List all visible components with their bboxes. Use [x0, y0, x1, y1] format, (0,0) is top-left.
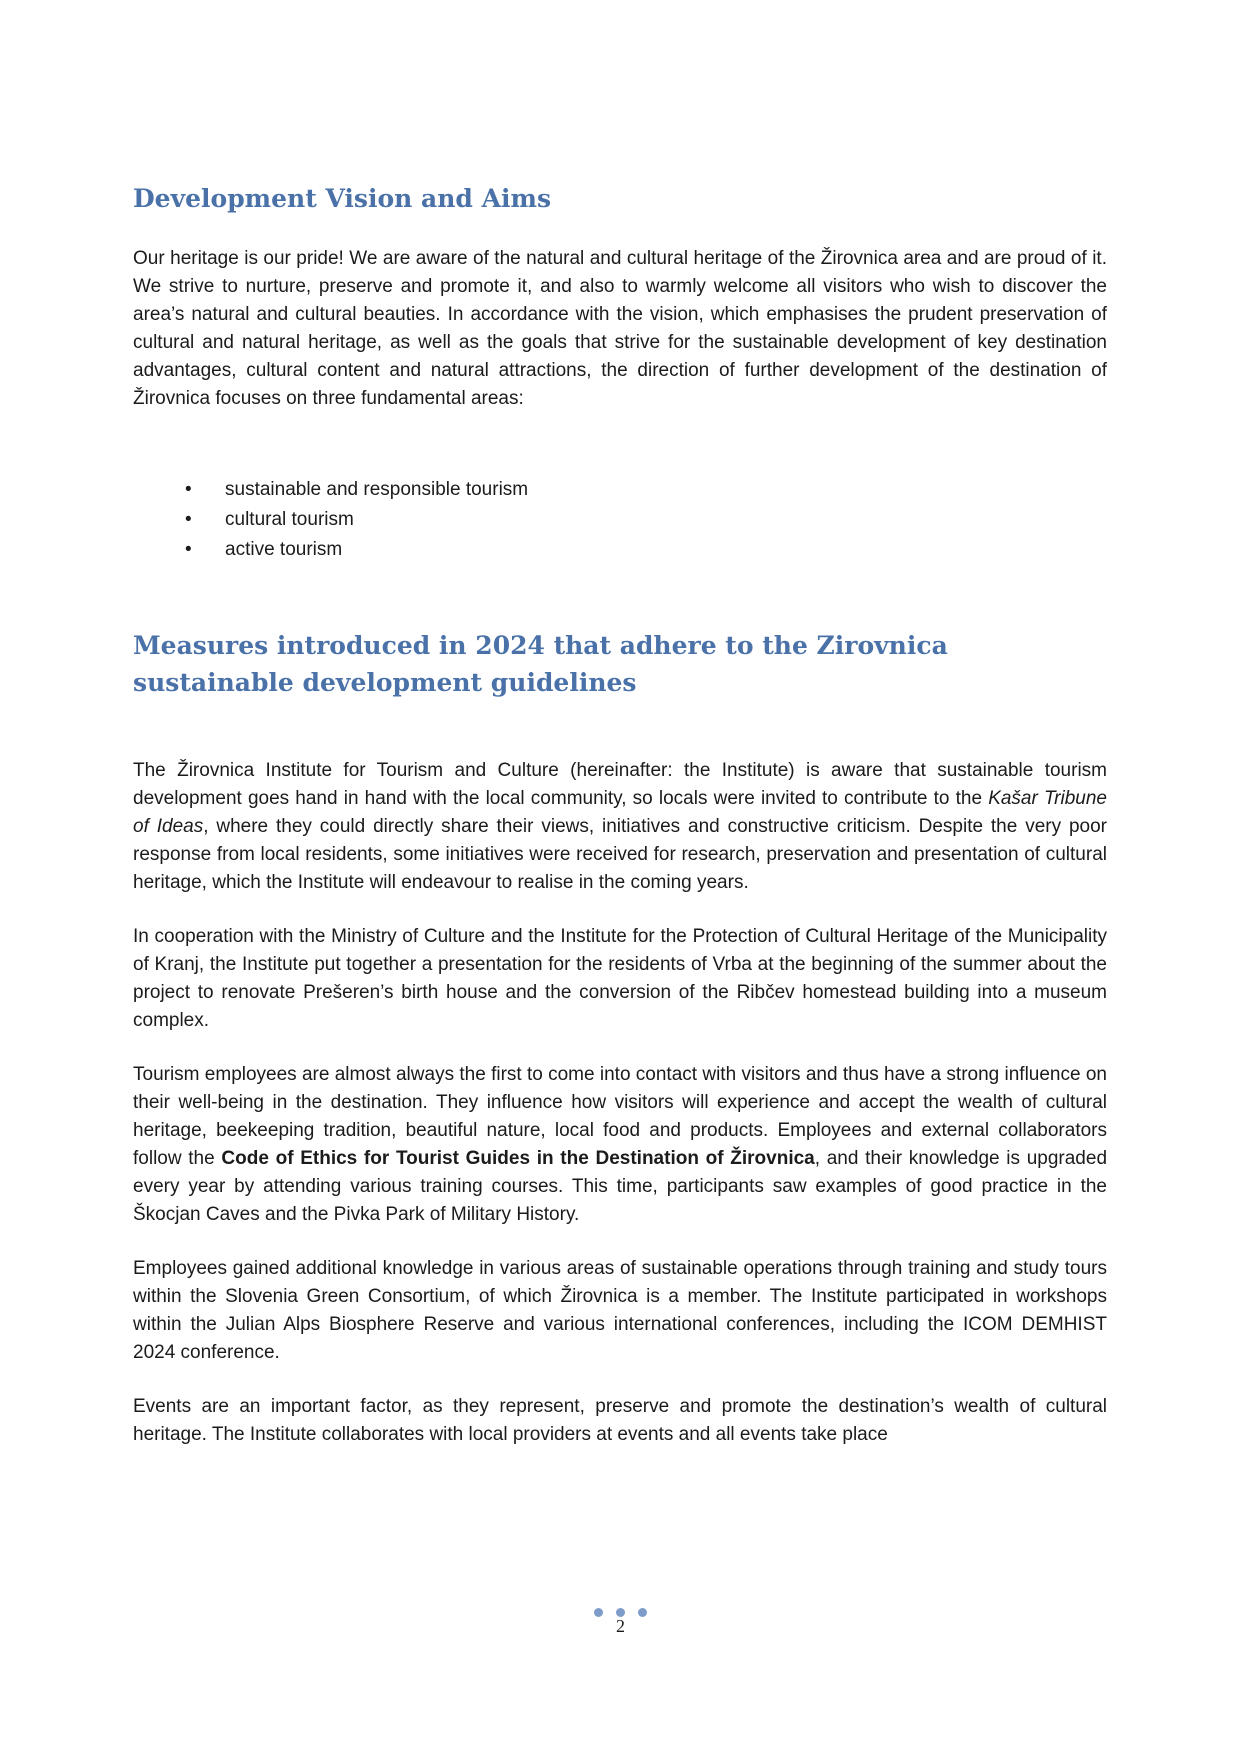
paragraph-tourism-employees: Tourism employees are almost always the first to come into contact with visitors and thus have a strong influence on their well-being in the destination. They influence how visitors will experience and accept the wealth of cultural heritage, beekeeping tradition, beautiful nature, local food and products. Employees and external collaborators follow the Code of Ethics for Tourist Guides in the Destination of Žirovnica, and their knowledge is upgraded every year by attending various training courses. This time, participants saw examples of good practice in the Škocjan Caves and the Pivka Park of Military History. [133, 1064, 1108, 1225]
paragraph-vision-intro: Our heritage is our pride! We are aware of the natural and cultural heritage of the Žirovnica area and are proud of it. We strive to nurture, preserve and promote it, and also to warmly welcome all visitors who wish to discover the area’s natural and cultural beauties. In accordance with the vision, which emphasises the prudent preservation of cultural and natural heritage, as well as the goals that strive for the sustainable development of key destination advantages, cultural content and natural attractions, the direction of further development of the destination of Žirovnica focuses on three fundamental areas: [133, 248, 1107, 409]
list-item-cultural-tourism: • cultural tourism [185, 505, 1107, 535]
heading-development-vision-and-aims: Development Vision and Aims [133, 184, 552, 213]
page-footer [0, 1608, 1241, 1637]
list-item-active-tourism: • active tourism [185, 535, 1107, 565]
page-number: 2 [616, 1616, 625, 1636]
footer-dot [594, 1608, 603, 1617]
heading-measures-2024: Measures introduced in 2024 that adhere to the Zirovnica sustainable development guidelines [133, 631, 948, 697]
paragraph-employees-training: Employees gained additional knowledge in various areas of sustainable operations through training and study tours within the Slovenia Green Consortium, of which Žirovnica is a member. The Institute participated in workshops within the Julian Alps Biosphere Reserve and various international conferences, including the ICOM DEMHIST 2024 conference. [133, 1258, 1107, 1363]
footer-dot [638, 1608, 647, 1617]
paragraph-ministry-cooperation: In cooperation with the Ministry of Culture and the Institute for the Protection of Cultural Heritage of the Municipality of Kranj, the Institute put together a presentation for the residents of Vrba at the beginning of the summer about the project to renovate Prešeren’s birth house and the conversion of the Ribčev homestead building into a museum complex. [133, 926, 1107, 1031]
fundamental-areas-list [133, 475, 1107, 565]
list-item-sustainable-tourism: • sustainable and responsible tourism [185, 475, 1107, 505]
paragraph-events: Events are an important factor, as they represent, preserve and promote the destination’s wealth of cultural heritage. The Institute collaborates with local providers at events and all events take place [133, 1396, 1107, 1445]
paragraph-institute-tribune-of-ideas: The Žirovnica Institute for Tourism and Culture (hereinafter: the Institute) is aware that sustainable tourism development goes hand in hand with the local community, so locals were invited to contribute to the Kašar Tribune of Ideas, where they could directly share their views, initiatives and constructive criticism. Despite the very poor response from local residents, some initiatives were received for research, preservation and presentation of cultural heritage, which the Institute will endeavour to realise in the coming years. [133, 760, 1107, 893]
